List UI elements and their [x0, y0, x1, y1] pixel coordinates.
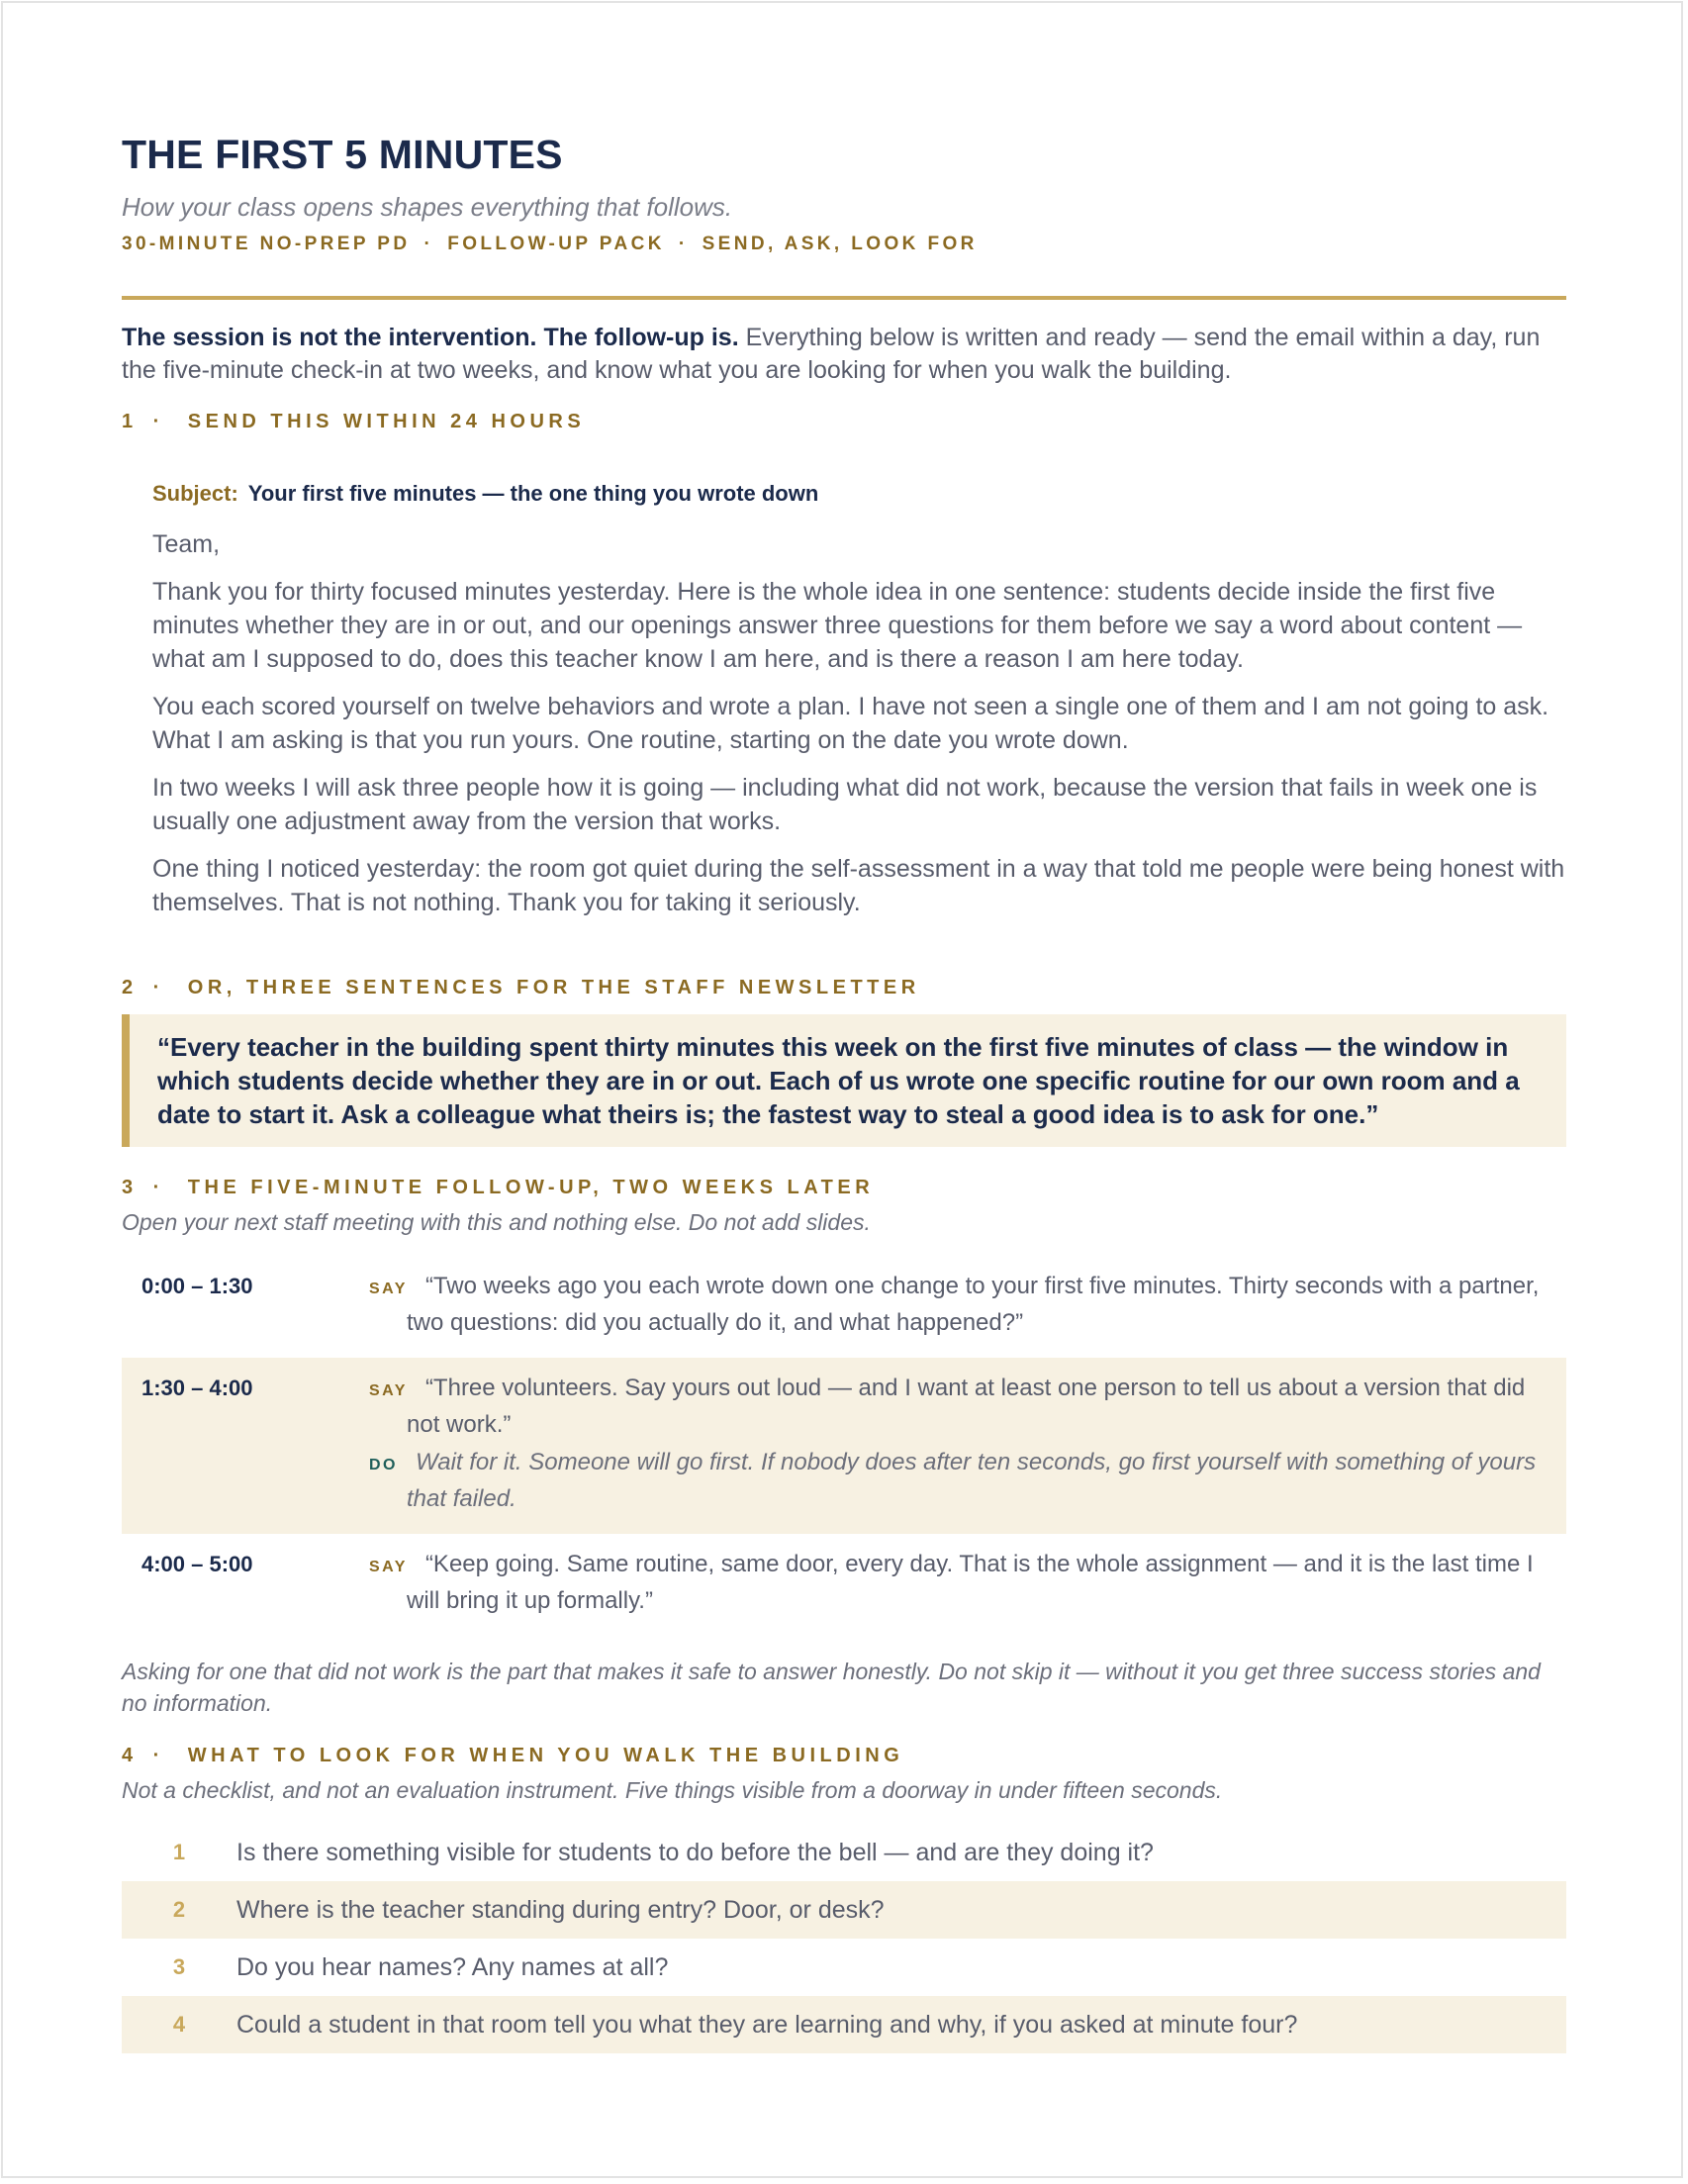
agenda-body — [369, 1372, 1566, 1516]
section-title: WHAT TO LOOK FOR WHEN YOU WALK THE BUILDING — [187, 1745, 904, 1766]
say-line — [369, 1270, 1550, 1340]
tagline — [122, 233, 1566, 256]
section-separator: · — [152, 1177, 164, 1198]
email-greeting: Team, — [152, 530, 221, 558]
agenda-time: 4:00 – 5:00 — [141, 1552, 253, 1576]
list-item-number: 2 — [172, 1897, 186, 1922]
section-4-heading — [122, 1743, 1566, 1768]
section-title: THE FIVE-MINUTE FOLLOW-UP, TWO WEEKS LATER — [187, 1177, 875, 1198]
list-item-number: 4 — [172, 2012, 186, 2037]
document-content — [122, 128, 1566, 2053]
email-draft — [152, 480, 1566, 919]
section-1-heading — [122, 409, 1566, 434]
page-subtitle: How your class opens shapes everything that follows. — [122, 192, 733, 222]
list-item-number: 1 — [172, 1840, 186, 1864]
intro-lead: The session is not the intervention. The follow-up is. — [122, 324, 739, 351]
tagline-separator: · — [678, 234, 689, 254]
tagline-item: 30-MINUTE NO-PREP PD — [122, 234, 411, 254]
list-item-text: Is there something visible for students to do before the bell — and are they doing it? — [236, 1838, 1154, 1866]
say-line — [369, 1548, 1550, 1618]
section-number: 1 — [122, 411, 138, 432]
say-tag: SAY — [369, 1281, 408, 1297]
do-line — [369, 1446, 1550, 1516]
tagline-item: SEND, ASK, LOOK FOR — [702, 234, 978, 254]
do-tag: DO — [369, 1457, 398, 1473]
email-paragraph: Thank you for thirty focused minutes yesterday. Here is the whole idea in one sentence: students decide inside the first five minutes whether they are in or out, and our openings answer three questions for them before we say a word about content — what am I supposed to do, does this teacher know I am here, and is there a reason I am here today. — [152, 578, 1523, 673]
agenda-footnote: Asking for one that did not work is the part that makes it safe to answer honestly. Do not skip it — without it you get three success stories and no information. — [122, 1659, 1541, 1716]
section-separator: · — [152, 977, 164, 998]
agenda-body — [369, 1270, 1566, 1340]
section-number: 2 — [122, 977, 138, 998]
look-for-list — [122, 1824, 1566, 2053]
tagline-item: FOLLOW-UP PACK — [447, 234, 665, 254]
tagline-separator: · — [423, 234, 434, 254]
section-2-heading — [122, 975, 1566, 1000]
say-line — [369, 1372, 1550, 1442]
say-tag: SAY — [369, 1382, 408, 1399]
list-item — [122, 1881, 1566, 1939]
email-paragraph: You each scored yourself on twelve behaviors and wrote a plan. I have not seen a single one of them and I am not going to ask. What I am asking is that you run yours. One routine, starting on the date you wrote down. — [152, 693, 1549, 754]
list-item — [122, 1939, 1566, 1996]
say-text: “Two weeks ago you each wrote down one change to your first five minutes. Thirty seconds with a partner, two questions: did you actually do it, and what happened?” — [407, 1273, 1540, 1336]
agenda-time: 0:00 – 1:30 — [141, 1274, 253, 1298]
agenda-time: 1:30 – 4:00 — [141, 1376, 253, 1400]
section-separator: · — [152, 411, 164, 432]
do-text: Wait for it. Someone will go first. If nobody does after ten seconds, go first yourself with something of yours that failed. — [407, 1449, 1537, 1512]
follow-up-agenda — [122, 1256, 1566, 1636]
say-tag: SAY — [369, 1559, 408, 1575]
subject-label: Subject: — [152, 481, 238, 506]
email-paragraph: One thing I noticed yesterday: the room got quiet during the self-assessment in a way that told me people were being honest with themselves. That is not nothing. Thank you for taking it seriously. — [152, 855, 1565, 916]
say-text: “Keep going. Same routine, same door, every day. That is the whole assignment — and it is the last time I will bring it up formally.” — [407, 1551, 1534, 1614]
section-number: 3 — [122, 1177, 138, 1198]
agenda-body — [369, 1548, 1566, 1618]
agenda-row — [122, 1256, 1566, 1358]
list-item-text: Could a student in that room tell you what they are learning and why, if you asked at minute four? — [236, 2010, 1298, 2039]
section-note: Open your next staff meeting with this and nothing else. Do not add slides. — [122, 1209, 871, 1235]
section-3-heading — [122, 1175, 1566, 1200]
document-page — [1, 1, 1683, 2178]
newsletter-quote: “Every teacher in the building spent thirty minutes this week on the first five minutes of class — the window in which students decide whether they are in or out. Each of us wrote one specific routine for our own room and a date to start it. Ask a colleague what theirs is; the fastest way to steal a good idea is to ask for one.” — [122, 1014, 1566, 1147]
agenda-row — [122, 1358, 1566, 1534]
subject-text: Your first five minutes — the one thing you wrote down — [247, 481, 819, 506]
list-item — [122, 1824, 1566, 1881]
list-item-text: Where is the teacher standing during entry? Door, or desk? — [236, 1895, 885, 1924]
section-separator: · — [152, 1745, 164, 1766]
page-title: THE FIRST 5 MINUTES — [122, 132, 563, 177]
intro-paragraph — [122, 322, 1566, 387]
header-divider — [122, 296, 1566, 300]
section-number: 4 — [122, 1745, 138, 1766]
list-item-number: 3 — [172, 1954, 186, 1979]
section-title: OR, THREE SENTENCES FOR THE STAFF NEWSLETTER — [187, 977, 920, 998]
intro-text: Everything below is written and ready — send the email within a day, run the five-minute check-in at two weeks, and know what you are looking for when you walk the building. — [122, 324, 1541, 384]
agenda-row — [122, 1534, 1566, 1636]
list-item — [122, 1996, 1566, 2053]
email-paragraph: In two weeks I will ask three people how it is going — including what did not work, because the version that fails in week one is usually one adjustment away from the version that works. — [152, 774, 1538, 835]
list-item-text: Do you hear names? Any names at all? — [236, 1952, 669, 1981]
section-title: SEND THIS WITHIN 24 HOURS — [187, 411, 586, 432]
section-note: Not a checklist, and not an evaluation instrument. Five things visible from a doorway in under fifteen seconds. — [122, 1777, 1223, 1803]
email-subject — [152, 480, 1566, 508]
say-text: “Three volunteers. Say yours out loud — and I want at least one person to tell us about a version that did not work.” — [407, 1375, 1526, 1438]
